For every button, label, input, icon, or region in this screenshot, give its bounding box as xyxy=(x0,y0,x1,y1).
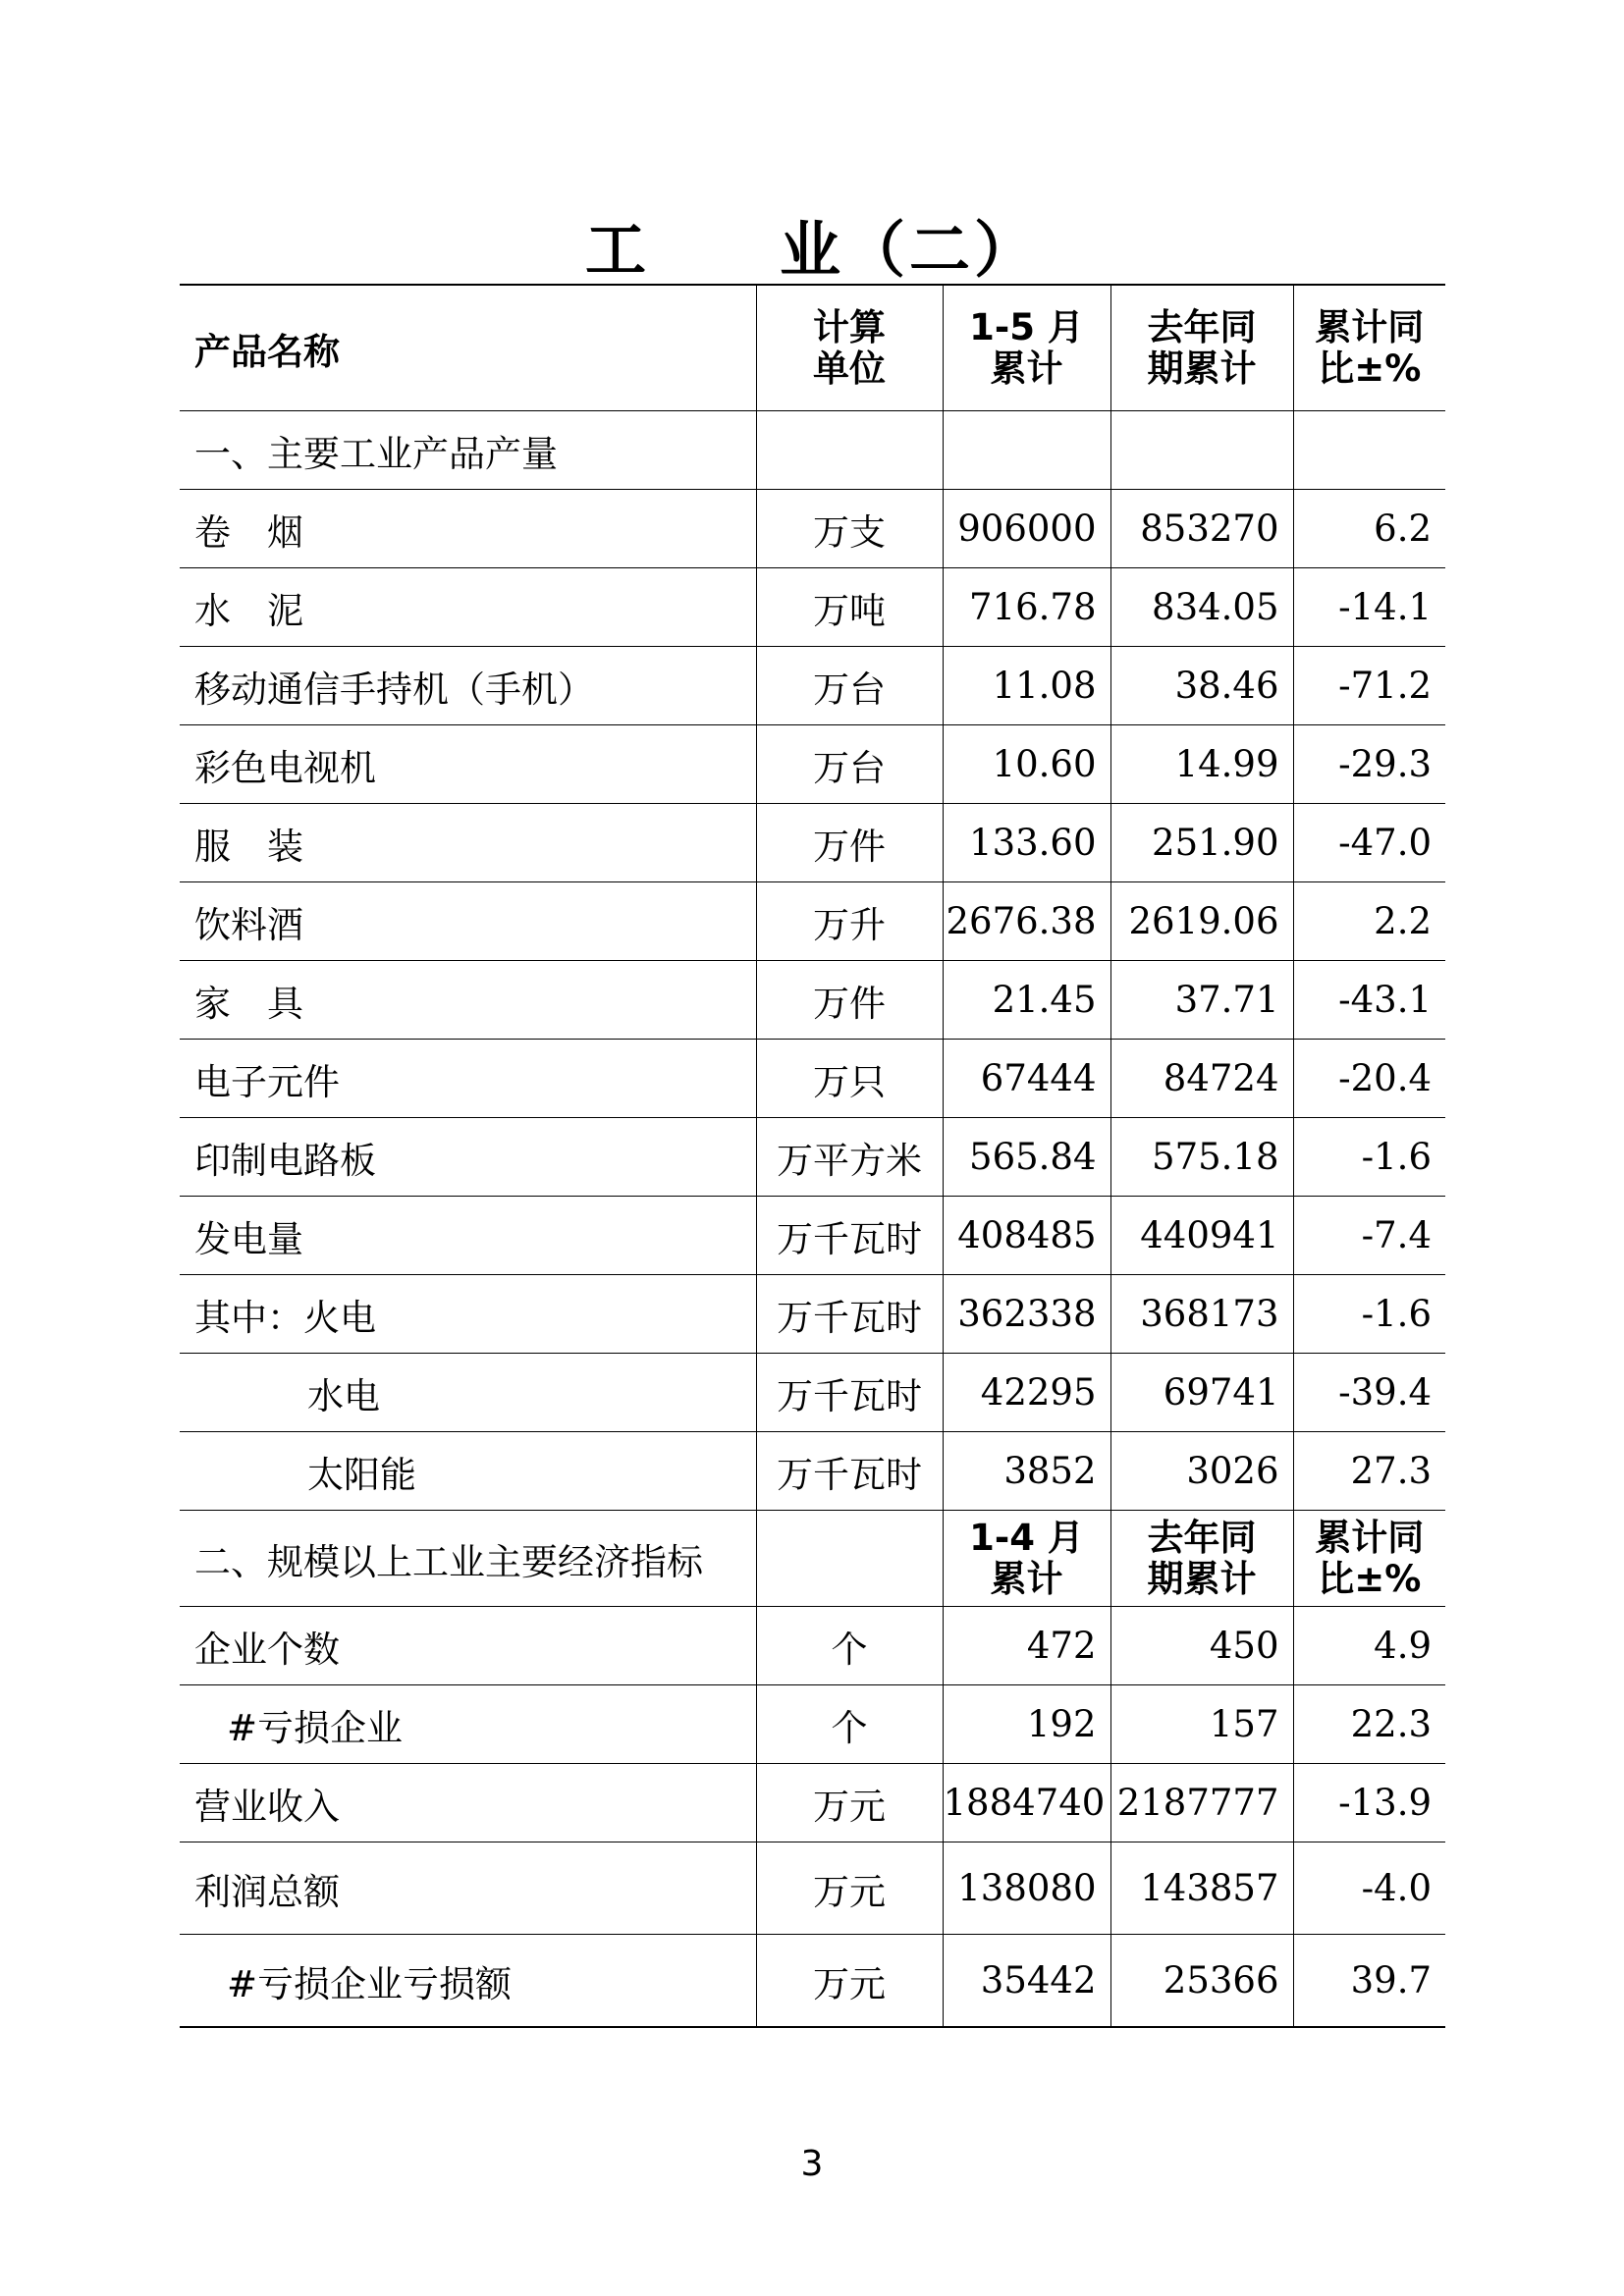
row-yoy: 2.2 xyxy=(1293,882,1445,961)
row-current: 192 xyxy=(943,1685,1110,1764)
row-yoy: -47.0 xyxy=(1293,804,1445,882)
row-unit: 个 xyxy=(756,1685,943,1764)
row-yoy: -14.1 xyxy=(1293,568,1445,647)
row-name: 企业个数 xyxy=(180,1607,756,1685)
row-name: 太阳能 xyxy=(180,1432,756,1511)
row-previous: 69741 xyxy=(1110,1354,1293,1432)
header-unit xyxy=(756,285,943,411)
row-current: 11.08 xyxy=(943,647,1110,725)
row-previous: 2187777 xyxy=(1110,1764,1293,1842)
header-current xyxy=(943,285,1110,411)
row-previous: 3026 xyxy=(1110,1432,1293,1511)
row-current: 3852 xyxy=(943,1432,1110,1511)
section2-header-current xyxy=(943,1511,1110,1607)
table-row xyxy=(180,725,1445,804)
table-row xyxy=(180,1685,1445,1764)
section2-label: 二、规模以上工业主要经济指标 xyxy=(180,1511,756,1607)
row-unit: 万元 xyxy=(756,1935,943,2028)
row-current: 1884740 xyxy=(943,1764,1110,1842)
row-unit: 万千瓦时 xyxy=(756,1432,943,1511)
table-row xyxy=(180,1842,1445,1935)
row-name: 利润总额 xyxy=(180,1842,756,1935)
section2-yoy-line1: 累计同 xyxy=(1315,1516,1425,1559)
table-row xyxy=(180,804,1445,882)
row-yoy: -20.4 xyxy=(1293,1040,1445,1118)
section2-header-row xyxy=(180,1511,1445,1607)
table-row xyxy=(180,1275,1445,1354)
header-unit-line1: 计算 xyxy=(813,305,886,348)
row-name: 饮料酒 xyxy=(180,882,756,961)
section2-previous-line2: 期累计 xyxy=(1147,1557,1257,1600)
row-previous: 440941 xyxy=(1110,1197,1293,1275)
row-yoy: 4.9 xyxy=(1293,1607,1445,1685)
row-name: 其中：火电 xyxy=(180,1275,756,1354)
row-yoy: -4.0 xyxy=(1293,1842,1445,1935)
table-row xyxy=(180,1040,1445,1118)
table-row xyxy=(180,1935,1445,2028)
section1-row xyxy=(180,411,1445,490)
row-previous: 84724 xyxy=(1110,1040,1293,1118)
row-unit: 万件 xyxy=(756,961,943,1040)
row-unit: 万件 xyxy=(756,804,943,882)
row-current: 362338 xyxy=(943,1275,1110,1354)
row-previous: 368173 xyxy=(1110,1275,1293,1354)
header-previous-line2: 期累计 xyxy=(1147,347,1257,390)
table-row xyxy=(180,490,1445,568)
row-yoy: -43.1 xyxy=(1293,961,1445,1040)
header-previous xyxy=(1110,285,1293,411)
header-yoy-line2: 比±% xyxy=(1318,347,1422,390)
header-yoy xyxy=(1293,285,1445,411)
table-row xyxy=(180,1354,1445,1432)
row-name: 服 装 xyxy=(180,804,756,882)
row-name: 水电 xyxy=(180,1354,756,1432)
row-previous: 251.90 xyxy=(1110,804,1293,882)
section2-previous-line1: 去年同 xyxy=(1147,1516,1257,1559)
row-current: 133.60 xyxy=(943,804,1110,882)
row-unit: 万台 xyxy=(756,647,943,725)
header-yoy-line1: 累计同 xyxy=(1315,305,1425,348)
row-name: 移动通信手持机（手机） xyxy=(180,647,756,725)
row-current: 67444 xyxy=(943,1040,1110,1118)
row-yoy: 39.7 xyxy=(1293,1935,1445,2028)
row-unit: 万元 xyxy=(756,1842,943,1935)
row-yoy: 6.2 xyxy=(1293,490,1445,568)
table-row xyxy=(180,1197,1445,1275)
table-row xyxy=(180,568,1445,647)
row-yoy: -71.2 xyxy=(1293,647,1445,725)
header-current-line1: 1-5 月 xyxy=(969,305,1084,348)
table-row xyxy=(180,1764,1445,1842)
row-name: 家 具 xyxy=(180,961,756,1040)
row-unit: 万台 xyxy=(756,725,943,804)
header-previous-line1: 去年同 xyxy=(1147,305,1257,348)
row-previous: 2619.06 xyxy=(1110,882,1293,961)
row-name: #亏损企业 xyxy=(180,1685,756,1764)
row-unit: 万升 xyxy=(756,882,943,961)
row-unit: 万千瓦时 xyxy=(756,1275,943,1354)
row-yoy: -29.3 xyxy=(1293,725,1445,804)
row-yoy: -39.4 xyxy=(1293,1354,1445,1432)
row-yoy: -1.6 xyxy=(1293,1118,1445,1197)
section2-current-line1: 1-4 月 xyxy=(969,1516,1084,1559)
row-name: 印制电路板 xyxy=(180,1118,756,1197)
row-name: 发电量 xyxy=(180,1197,756,1275)
row-name: 彩色电视机 xyxy=(180,725,756,804)
row-previous: 25366 xyxy=(1110,1935,1293,2028)
row-current: 906000 xyxy=(943,490,1110,568)
table-row xyxy=(180,1607,1445,1685)
table-row xyxy=(180,961,1445,1040)
row-current: 42295 xyxy=(943,1354,1110,1432)
row-unit: 万千瓦时 xyxy=(756,1197,943,1275)
table-header-row xyxy=(180,285,1445,411)
section1-label: 一、主要工业产品产量 xyxy=(180,411,756,490)
row-previous: 157 xyxy=(1110,1685,1293,1764)
row-previous: 853270 xyxy=(1110,490,1293,568)
row-previous: 450 xyxy=(1110,1607,1293,1685)
row-yoy: -1.6 xyxy=(1293,1275,1445,1354)
header-current-line2: 累计 xyxy=(990,347,1063,390)
table-row xyxy=(180,1432,1445,1511)
row-yoy: -7.4 xyxy=(1293,1197,1445,1275)
row-name: 卷 烟 xyxy=(180,490,756,568)
row-current: 408485 xyxy=(943,1197,1110,1275)
row-previous: 575.18 xyxy=(1110,1118,1293,1197)
row-previous: 834.05 xyxy=(1110,568,1293,647)
row-unit: 万支 xyxy=(756,490,943,568)
section2-header-yoy xyxy=(1293,1511,1445,1607)
table-row xyxy=(180,647,1445,725)
row-previous: 14.99 xyxy=(1110,725,1293,804)
row-unit: 万吨 xyxy=(756,568,943,647)
row-previous: 37.71 xyxy=(1110,961,1293,1040)
row-yoy: -13.9 xyxy=(1293,1764,1445,1842)
header-unit-line2: 单位 xyxy=(813,347,886,390)
row-name: 电子元件 xyxy=(180,1040,756,1118)
section2-current-line2: 累计 xyxy=(990,1557,1063,1600)
row-unit: 万元 xyxy=(756,1764,943,1842)
row-current: 21.45 xyxy=(943,961,1110,1040)
table-row xyxy=(180,882,1445,961)
row-unit: 万平方米 xyxy=(756,1118,943,1197)
row-current: 2676.38 xyxy=(943,882,1110,961)
row-current: 716.78 xyxy=(943,568,1110,647)
row-previous: 38.46 xyxy=(1110,647,1293,725)
page-number: 3 xyxy=(800,2144,824,2184)
row-name: 水 泥 xyxy=(180,568,756,647)
header-product-name: 产品名称 xyxy=(180,285,756,411)
section2-yoy-line2: 比±% xyxy=(1318,1557,1422,1600)
row-yoy: 27.3 xyxy=(1293,1432,1445,1511)
row-unit: 万只 xyxy=(756,1040,943,1118)
section2-header-previous xyxy=(1110,1511,1293,1607)
row-name: #亏损企业亏损额 xyxy=(180,1935,756,2028)
row-unit: 个 xyxy=(756,1607,943,1685)
page-title: 工 业（二） xyxy=(584,214,1039,286)
table-row xyxy=(180,1118,1445,1197)
industry-table xyxy=(180,284,1445,2028)
row-yoy: 22.3 xyxy=(1293,1685,1445,1764)
row-current: 35442 xyxy=(943,1935,1110,2028)
row-unit: 万千瓦时 xyxy=(756,1354,943,1432)
row-current: 472 xyxy=(943,1607,1110,1685)
row-name: 营业收入 xyxy=(180,1764,756,1842)
row-current: 138080 xyxy=(943,1842,1110,1935)
row-previous: 143857 xyxy=(1110,1842,1293,1935)
row-current: 10.60 xyxy=(943,725,1110,804)
row-current: 565.84 xyxy=(943,1118,1110,1197)
